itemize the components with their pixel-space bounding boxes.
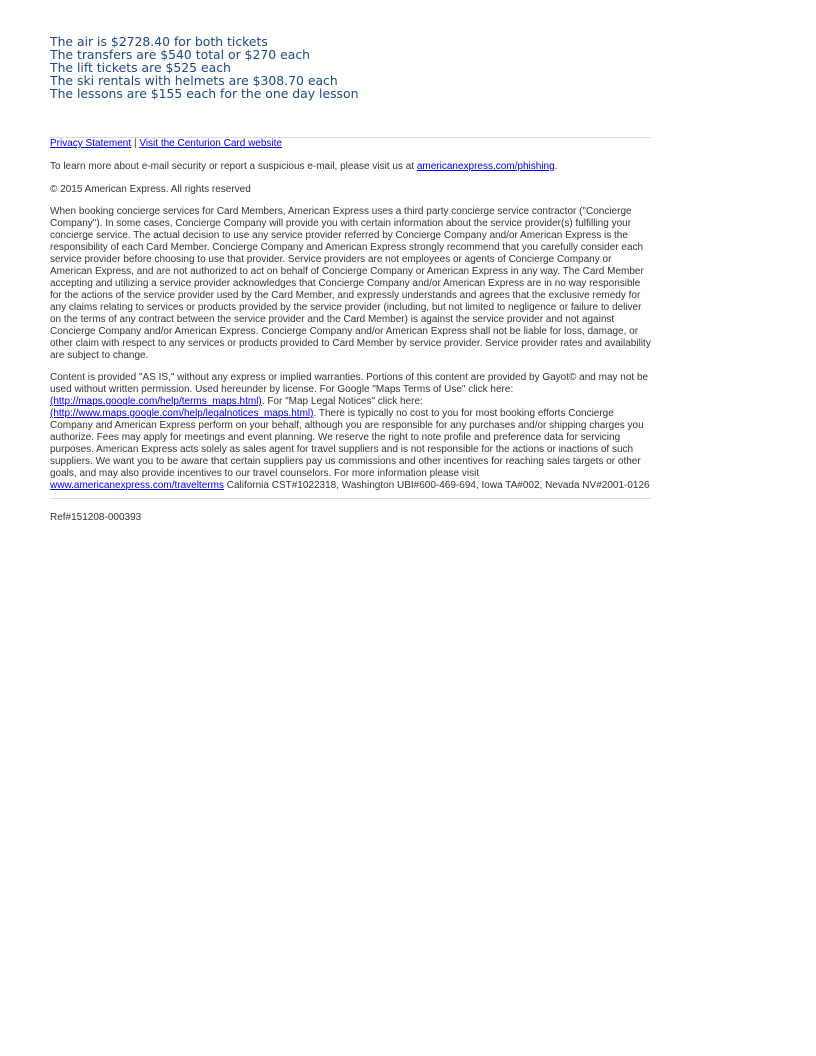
- price-line-ski-rentals: The ski rentals with helmets are $308.70 each: [50, 73, 338, 88]
- reference-number: Ref#151208-000393: [50, 512, 142, 523]
- phishing-link[interactable]: americanexpress.com/phishing: [416, 161, 555, 172]
- price-line-lift-tickets: The lift tickets are $525 each: [50, 60, 231, 75]
- content-text-1: Content is provided "AS IS," without any express or implied warranties. Portions of this content are provided by Gayot© and may not be used without written permission. Used hereunder by license. For Google "Maps Terms of Use" click here:: [50, 372, 649, 395]
- content-text-4: California CST#1022318, Washington UBI#600-469-694, Iowa TA#002, Nevada NV#2001-0126: [226, 480, 650, 491]
- content-text-3: . There is typically no cost to you for most booking efforts Concierge Company and American Express perform on your behalf, although you are responsible for any purchases and/or shipping charges you authorize. Fees may apply for meetings and event planning. We reserve the right to note profile and preference data for servicing purposes. American Express acts solely as sales agent for travel suppliers and is not responsible for the actions or inactions of such suppliers. We want you to be aware that certain suppliers pay us commissions and other incentives for reaching sales targets or other goals, and may also provide incentives to our travel counselors. For more information please visit: [50, 408, 644, 479]
- security-text: To learn more about e-mail security or report a suspicious e-mail, please visit us at: [50, 161, 415, 172]
- price-line-transfers: The transfers are $540 total or $270 each: [50, 47, 310, 62]
- security-notice: [50, 161, 651, 173]
- centurion-website-link[interactable]: Visit the Centurion Card website: [139, 138, 282, 149]
- link-separator: |: [133, 138, 137, 149]
- email-footer: [50, 138, 651, 524]
- security-end: .: [554, 161, 558, 172]
- content-text-2: . For "Map Legal Notices" click here:: [261, 396, 423, 407]
- copyright-text: © 2015 American Express. All rights reserved: [50, 184, 251, 195]
- concierge-disclaimer: When booking concierge services for Card Members, American Express uses a third party concierge service contractor ("Concierge Company"). In some cases, Concierge Company will provide you with certain information about the service provider(s) fulfilling your concierge service. The actual decision to use any service provider referred by Concierge Company and/or American Express is the responsibility of each Card Member. Concierge Company and American Express strongly recommend that you carefully consider each service provider before choosing to use that provider. Service providers are not employees or agents of Concierge Company or American Express, and are not authorized to act on behalf of Concierge Company or American Express in any way. The Card Member accepting and utilizing a service provider acknowledges that Concierge Company and/or American Express are in no way responsible for the actions of the service provider used by the Card Member, and expressly understands and agrees that the exclusive remedy for any claims relating to services or products provided by the service provider (including, but not limited to negligence or failure to deliver on the terms of any contract between the service provider and the Card Member) is against the service provider and not against Concierge Company and/or American Express. Concierge Company and/or American Express shall not be liable for loss, damage, or other claim with respect to any services or products provided to Card Member by service provider. Service provider rates and availability are subject to change.: [50, 206, 651, 361]
- maps-terms-link[interactable]: (http://maps.google.com/help/terms_maps.html): [50, 396, 262, 407]
- content-disclaimer: [50, 372, 651, 492]
- price-summary: [50, 35, 651, 100]
- maps-legal-link[interactable]: (http://www.maps.google.com/help/legalnotices_maps.html): [50, 408, 314, 419]
- footer-links: [50, 138, 651, 150]
- privacy-statement-link[interactable]: Privacy Statement: [50, 138, 132, 149]
- price-line-air: The air is $2728.40 for both tickets: [50, 34, 268, 49]
- travelterms-link[interactable]: www.americanexpress.com/travelterms: [50, 480, 224, 491]
- divider-bottom: [50, 498, 651, 499]
- email-body: [50, 35, 651, 524]
- price-line-lessons: The lessons are $155 each for the one day lesson: [50, 86, 359, 101]
